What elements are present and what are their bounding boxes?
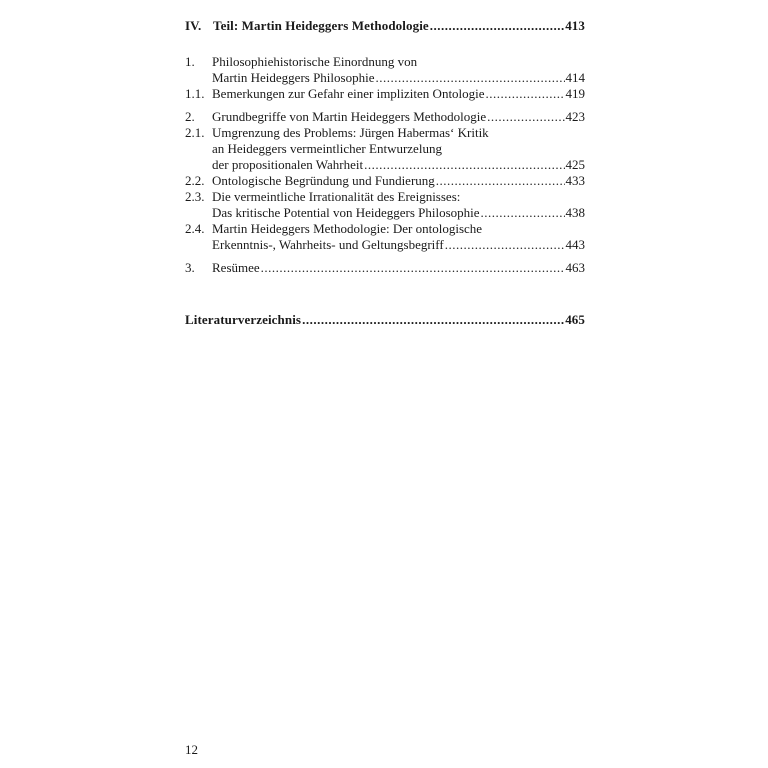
page-ref: 413 (565, 18, 585, 33)
toc-entry[interactable] (185, 221, 585, 253)
entry-text-line: Das kritische Potential von Heideggers Philosophie (212, 205, 480, 220)
page-ref: 433 (565, 173, 585, 188)
dot-leader (375, 70, 564, 86)
entry-text-line: Martin Heideggers Methodologie: Der ontologische (212, 221, 483, 236)
entry-text-line: Erkenntnis-, Wahrheits- und Geltungsbegriff (212, 237, 444, 252)
page-ref: 425 (565, 157, 585, 172)
entry-number: 2.4. (185, 221, 205, 236)
dot-leader (302, 312, 564, 328)
entry-number: 2.3. (185, 189, 205, 204)
page-number: 12 (185, 742, 198, 757)
dot-leader (486, 86, 565, 102)
dot-leader (436, 173, 565, 189)
entry-number: 1. (185, 54, 195, 69)
toc-entry[interactable] (185, 260, 585, 276)
page-ref: 443 (565, 237, 585, 252)
dot-leader (487, 109, 564, 125)
page-ref: 414 (565, 70, 585, 85)
entry-text-line: an Heideggers vermeintlicher Entwurzelung (212, 141, 442, 156)
entry-number: 3. (185, 260, 195, 275)
toc-literature-heading[interactable] (185, 312, 585, 328)
table-of-contents (185, 18, 585, 328)
dot-leader (481, 205, 565, 221)
toc-part-heading[interactable] (185, 18, 585, 34)
entry-text-line: der propositionalen Wahrheit (212, 157, 364, 172)
page-ref: 419 (565, 86, 585, 101)
page-ref: 423 (565, 109, 585, 124)
entry-number: 1.1. (185, 86, 205, 101)
page-ref: 465 (565, 312, 585, 327)
toc-entry[interactable] (185, 189, 585, 221)
toc-entry[interactable] (185, 109, 585, 125)
toc-entry[interactable] (185, 86, 585, 102)
dot-leader (364, 157, 564, 173)
entry-number: 2.2. (185, 173, 205, 188)
dot-leader (430, 18, 564, 34)
toc-entry[interactable] (185, 173, 585, 189)
entry-text-line: Martin Heideggers Philosophie (212, 70, 375, 85)
entry-text-line: Grundbegriffe von Martin Heideggers Methodologie (212, 109, 487, 124)
entry-text-line: Ontologische Begründung und Fundierung (212, 173, 435, 188)
toc-entry[interactable] (185, 125, 585, 173)
entry-text-line: Umgrenzung des Problems: Jürgen Habermas‘ Kritik (212, 125, 489, 140)
entry-text-line: Die vermeintliche Irrationalität des Ereignisses: (212, 189, 461, 204)
entry-text-line: Bemerkungen zur Gefahr einer impliziten Ontologie (212, 86, 485, 101)
dot-leader (445, 237, 565, 253)
entry-number: 2.1. (185, 125, 205, 140)
entry-number: 2. (185, 109, 195, 124)
dot-leader (261, 260, 565, 276)
page-ref: 438 (565, 205, 585, 220)
page-ref: 463 (565, 260, 585, 275)
entry-text-line: Resümee (212, 260, 260, 275)
literature-title: Literaturverzeichnis (185, 312, 302, 327)
part-number: IV. (185, 18, 202, 33)
toc-entry[interactable] (185, 54, 585, 86)
part-title: Teil: Martin Heideggers Methodologie (213, 18, 429, 33)
entry-text-line: Philosophiehistorische Einordnung von (212, 54, 418, 69)
